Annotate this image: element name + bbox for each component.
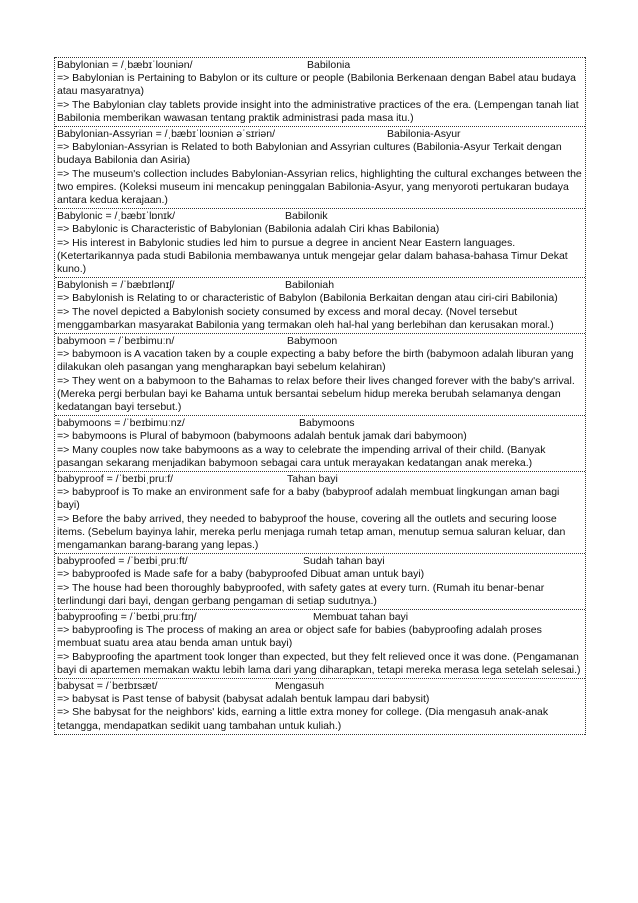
entry-babylonian-assyrian: [55, 126, 585, 208]
entry-term: babyproofed = /ˈbeɪbiˌpruːft/: [57, 555, 188, 568]
entry-babymoons: [55, 415, 585, 471]
entry-term: babyproof = /ˈbeɪbiˌpruːf/: [57, 473, 174, 485]
entry-translation: Sudah tahan bayi: [303, 555, 385, 568]
entry-example: => The museum's collection includes Babylonian-Assyrian relics, highlighting the cultural exchanges between the two empires. (Koleksi museum ini mencakup peninggalan Babilonia-Asyur, yang menyoroti pertukaran budaya antara kedua kerajaan.): [57, 167, 582, 206]
entry-example: => The house had been thoroughly babyproofed, with safety gates at every turn. (Rumah itu benar-benar terlindungi dari bayi, dengan gerbang pengaman di setiap sudutnya.): [57, 581, 545, 607]
entry-translation: Babilonia: [307, 59, 351, 71]
entry-definition: => babyproofed is Made safe for a baby (babyproofed Dibuat aman untuk bayi): [57, 568, 425, 581]
entry-babylonish: [55, 277, 585, 333]
entry-translation: Babilonia-Asyur: [387, 128, 461, 140]
entry-term: babysat = /ˈbeɪbɪsæt/: [57, 680, 158, 692]
entry-translation: Babymoons: [299, 417, 355, 430]
entry-babylonian: [55, 57, 585, 126]
entry-example: => Many couples now take babymoons as a way to celebrate the impending arrival of their child. (Banyak pasangan sekarang menjadikan babymoon sebagai cara untuk merayakan kedatangan anak mereka.): [57, 443, 546, 469]
entry-term: babyproofing = /ˈbeɪbiˌpruːfɪŋ/: [57, 611, 197, 623]
entry-example: => She babysat for the neighbors' kids, earning a little extra money for college. (Dia mengasuh anak-anak tetangga, mendapatkan sedikit uang tambahan untuk kuliah.): [57, 706, 549, 732]
entry-babyproofed: [55, 553, 585, 609]
entry-babyproof: [55, 471, 585, 553]
entry-definition: => Babylonian is Pertaining to Babylon or its culture or people (Babilonia Berkenaan dengan Babel atau budaya atau masyaratnya): [57, 72, 576, 98]
entry-translation: Tahan bayi: [287, 473, 338, 485]
entry-definition: => babymoon is A vacation taken by a couple expecting a baby before the birth (babymoon adalah liburan yang dilakukan oleh pasangan yang mengharapkan bayi sebelum kelahiran): [57, 348, 574, 374]
entry-translation: Mengasuh: [275, 680, 325, 692]
entry-term: Babylonian = /ˌbæbɪˈloʊniən/: [57, 59, 193, 71]
dictionary-sheet: [54, 57, 586, 735]
entry-definition: => babyproofing is The process of making an area or object safe for babies (babyproofing adalah proses membuat suatu area atau benda aman untuk bayi): [57, 624, 542, 650]
entry-example: => They went on a babymoon to the Bahamas to relax before their lives changed forever with the baby's arrival. (Mereka pergi berbulan bayi ke Bahama untuk bersantai sebelum hidup mereka berubah selamanya dengan kedatangan bayi tersebut.): [57, 374, 575, 413]
entry-term: babymoon = /ˈbeɪbimuːn/: [57, 335, 175, 347]
entry-translation: Babilonik: [285, 210, 328, 223]
entry-definition: => Babylonian-Assyrian is Related to both Babylonian and Assyrian cultures (Babilonia-Asyur Terkait dengan budaya Babilonia dan Asiria): [57, 141, 562, 167]
entry-definition: => babymoons is Plural of babymoon (babymoons adalah bentuk jamak dari babymoon): [57, 430, 467, 443]
entry-definition: => babysat is Past tense of babysit (babysat adalah bentuk lampau dari babysit): [57, 693, 430, 706]
entry-babylonic: [55, 208, 585, 277]
entry-definition: => Babylonish is Relating to or characteristic of Babylon (Babilonia Berkaitan dengan atau ciri-ciri Babilonia): [57, 292, 558, 305]
entry-example: => Before the baby arrived, they needed to babyproof the house, covering all the outlets and securing loose items. (Sebelum bayinya lahir, mereka perlu menjaga rumah tetap aman, menutup semua saluran keluar, dan mengamankan barang-barang yang lepas.): [57, 512, 566, 551]
entry-term: babymoons = /ˈbeɪbimuːnz/: [57, 417, 185, 430]
entry-translation: Babiloniah: [285, 279, 335, 292]
entry-translation: Babymoon: [287, 335, 338, 347]
entry-example: => The Babylonian clay tablets provide insight into the administrative practices of the era. (Lempengan tanah liat Babilonia memberikan wawasan tentang praktik administrasi pada masa itu.): [57, 98, 579, 124]
entry-term: Babylonic = /ˌbæbɪˈlɒnɪk/: [57, 210, 176, 223]
entry-translation: Membuat tahan bayi: [313, 611, 409, 623]
entry-babymoon: [55, 333, 585, 415]
entry-babyproofing: [55, 609, 585, 678]
entry-example: => His interest in Babylonic studies led him to pursue a degree in ancient Near Eastern languages. (Ketertarikannya pada studi Babilonia membawanya untuk mengejar gelar dalam bahasa-bahasa Timur Dekat kuno.): [57, 236, 568, 275]
entry-babysat: [55, 678, 585, 735]
entry-term: Babylonian-Assyrian = /ˌbæbɪˈloʊniən əˈsɪriən/: [57, 128, 276, 140]
entry-example: => The novel depicted a Babylonish society consumed by excess and moral decay. (Novel tersebut menggambarkan masyarakat Babilonia yang termakan oleh hal-hal yang berlebihan dan kerusakan moral.): [57, 305, 554, 331]
entry-definition: => Babylonic is Characteristic of Babylonian (Babilonia adalah Ciri khas Babilonia): [57, 223, 440, 236]
entry-definition: => babyproof is To make an environment safe for a baby (babyproof adalah membuat lingkungan aman bagi bayi): [57, 486, 560, 512]
entry-term: Babylonish = /ˈbæbɪlənɪʃ/: [57, 279, 175, 292]
entry-example: => Babyproofing the apartment took longer than expected, but they felt relieved once it was done. (Pengamanan bayi di apartemen memakan waktu lebih lama dari yang diharapkan, tetapi mereka merasa lega setelah selesai.): [57, 650, 581, 676]
